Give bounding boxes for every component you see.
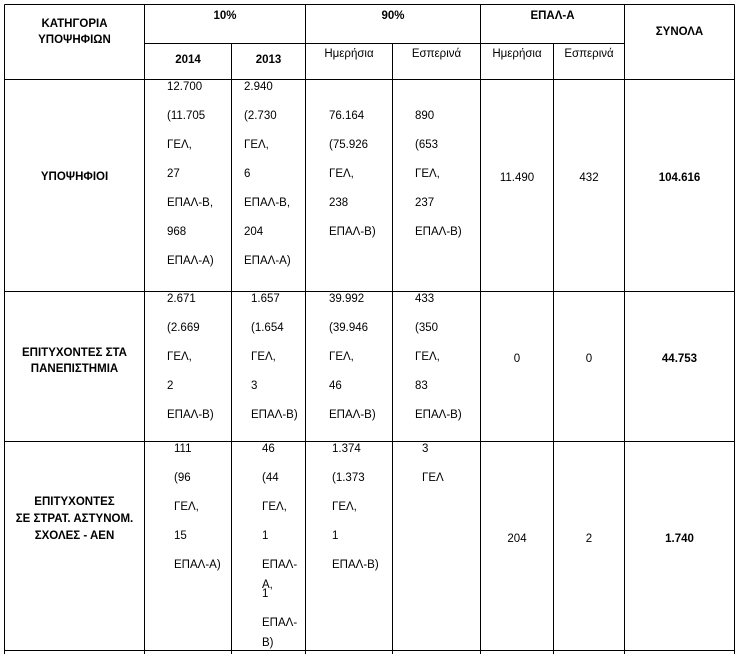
cell-line: 238 [329,197,349,209]
cell-line: 27 [167,168,180,180]
cell-line: (1.654 [251,322,284,334]
cell-line: 1 [262,530,269,542]
cell-line: 83 [415,380,428,392]
cell-line: 1 [262,588,269,600]
cell-line: ΕΠΑΛ-Α) [174,559,221,571]
header-totals: ΣΥΝΟΛΑ [655,26,704,38]
cell-line: ΕΠΑΛ-Β) [262,617,298,649]
header-category [5,16,144,48]
cell-epal-evening-military-police: 2 [585,533,593,545]
cell-line: ΕΠΑΛ-Β) [167,409,214,421]
header-group-90: 90% [381,10,405,22]
cell-line: (1.373 [332,472,365,484]
cell-line: 46 [329,380,342,392]
header-category-line-1: ΚΑΤΗΓΟΡΙΑ [41,18,108,30]
cell-line: 890 [415,110,435,122]
cell-line: (350 [415,322,439,334]
cell-line: (39.946 [329,322,369,334]
header-category-line-2: ΥΠΟΨΗΦΙΩΝ [38,34,111,46]
row-label-line: ΣΕ ΣΤΡΑΤ. ΑΣΤΥΝΟΜ. [15,513,134,525]
cell-line: 39.992 [329,293,365,305]
row-label-line: ΠΑΝΕΠΙΣΤΗΜΙΑ [30,363,119,375]
cell-line: 76.164 [329,110,365,122]
cell-line: ΕΠΑΛ-Α) [167,255,214,267]
cell-90-evening-military-police [410,439,480,497]
row-label-candidates [5,171,144,183]
cell-line: 1 [332,530,339,542]
subheader-epal-evening: Εσπερινά [564,48,614,60]
cell-line: ΕΠΑΛ-Β) [415,409,462,421]
cell-2014-candidates [155,77,231,280]
cell-line: 3 [422,443,429,455]
cell-line: 111 [174,443,192,455]
cell-line: (75.926 [329,139,369,151]
cell-2014-military-police [162,439,231,584]
cell-line: 46 [262,443,275,455]
cell-line: 204 [244,226,264,238]
cell-line: ΕΠΑΛ-Β) [332,559,379,571]
cell-line: ΕΠΑΛ-Β) [251,409,298,421]
cell-line: ΓΕΛ, [167,139,192,151]
cell-epal-evening-candidates: 432 [579,172,599,184]
cell-line: ΓΕΛ, [415,168,440,180]
subheader-90-evening: Εσπερινά [411,48,462,60]
header-group-epal-a: ΕΠΑΛ-Α [530,10,575,22]
cell-line: 433 [415,293,435,305]
header-group-10: 10% [213,10,237,22]
cell-line: ΕΠΑΛ-Β, [244,197,291,209]
cell-line: 968 [167,226,187,238]
cell-line: ΕΠΑΛ-Β) [329,409,376,421]
cell-line: 2 [167,380,174,392]
cell-line: (96 [174,472,191,484]
cell-line: 1.374 [332,443,361,455]
cell-90-evening-university [403,289,480,434]
cell-line: ΕΠΑΛ-Β) [329,226,376,238]
cell-line: (2.669 [167,322,200,334]
cell-line: ΕΠΑΛ-Β) [415,226,462,238]
subheader-epal-day: Ημερήσια [492,48,542,60]
subheader-90-day: Ημερήσια [324,48,374,60]
cell-epal-day-university: 0 [513,353,521,365]
subheader-2014: 2014 [175,54,201,66]
row-label-line: ΕΠΙΤΥΧΟΝΤΕΣ ΣΤΑ [22,347,127,359]
cell-epal-day-military-police: 204 [507,533,527,545]
cell-2013-university [239,289,305,434]
cell-line: (653 [415,139,439,151]
cell-line: 237 [415,197,435,209]
cell-line: 2.671 [167,293,196,305]
cell-line: ΕΠΑΛ-Α) [244,255,291,267]
cell-line: ΓΕΛ [422,472,444,484]
cell-line: 6 [244,168,251,180]
cell-90-day-candidates [317,106,392,251]
row-label-line: ΕΠΙΤΥΧΟΝΤΕΣ [34,496,115,508]
cell-2013-military-police [250,439,305,649]
cell-line: (44 [262,472,279,484]
cell-2013-candidates [232,77,305,280]
cell-total-university: 44.753 [661,353,698,365]
cell-line: ΓΕΛ, [262,501,287,513]
cell-line: ΓΕΛ, [332,501,357,513]
cell-2014-university [155,289,231,434]
row-label-line: ΣΧΟΛΕΣ - ΑΕΝ [34,530,115,542]
cell-line: ΓΕΛ, [174,501,199,513]
cell-line: ΓΕΛ, [251,351,276,363]
cell-line: 12.700 [167,81,203,93]
cell-line: ΓΕΛ, [415,351,440,363]
row-label-military-police [5,494,144,545]
cell-epal-day-candidates: 11.490 [499,172,535,184]
cell-line: 1.657 [251,293,280,305]
cell-line: (11.705 [167,110,206,122]
cell-line: ΓΕΛ, [329,351,354,363]
cell-line: 15 [174,530,187,542]
cell-line: (2.730 [244,110,277,122]
cell-line: ΓΕΛ, [167,351,192,363]
cell-line: 3 [251,380,258,392]
cell-90-day-military-police [320,439,392,584]
row-label-line: ΥΠΟΨΗΦΙΟΙ [40,171,109,183]
cell-total-candidates: 104.616 [658,172,701,184]
subheader-2013: 2013 [255,54,282,66]
cell-line: ΓΕΛ, [244,139,269,151]
cell-line: ΕΠΑΛ-Α, [262,559,298,591]
cell-line: ΓΕΛ, [329,168,354,180]
cell-total-military-police: 1.740 [665,533,694,545]
cell-line: 2.940 [244,81,273,93]
cell-epal-evening-university: 0 [585,353,593,365]
cell-90-day-university [317,289,392,434]
cell-line: ΕΠΑΛ-Β, [167,197,214,209]
cell-90-evening-candidates [403,106,480,251]
row-label-university [5,345,144,377]
